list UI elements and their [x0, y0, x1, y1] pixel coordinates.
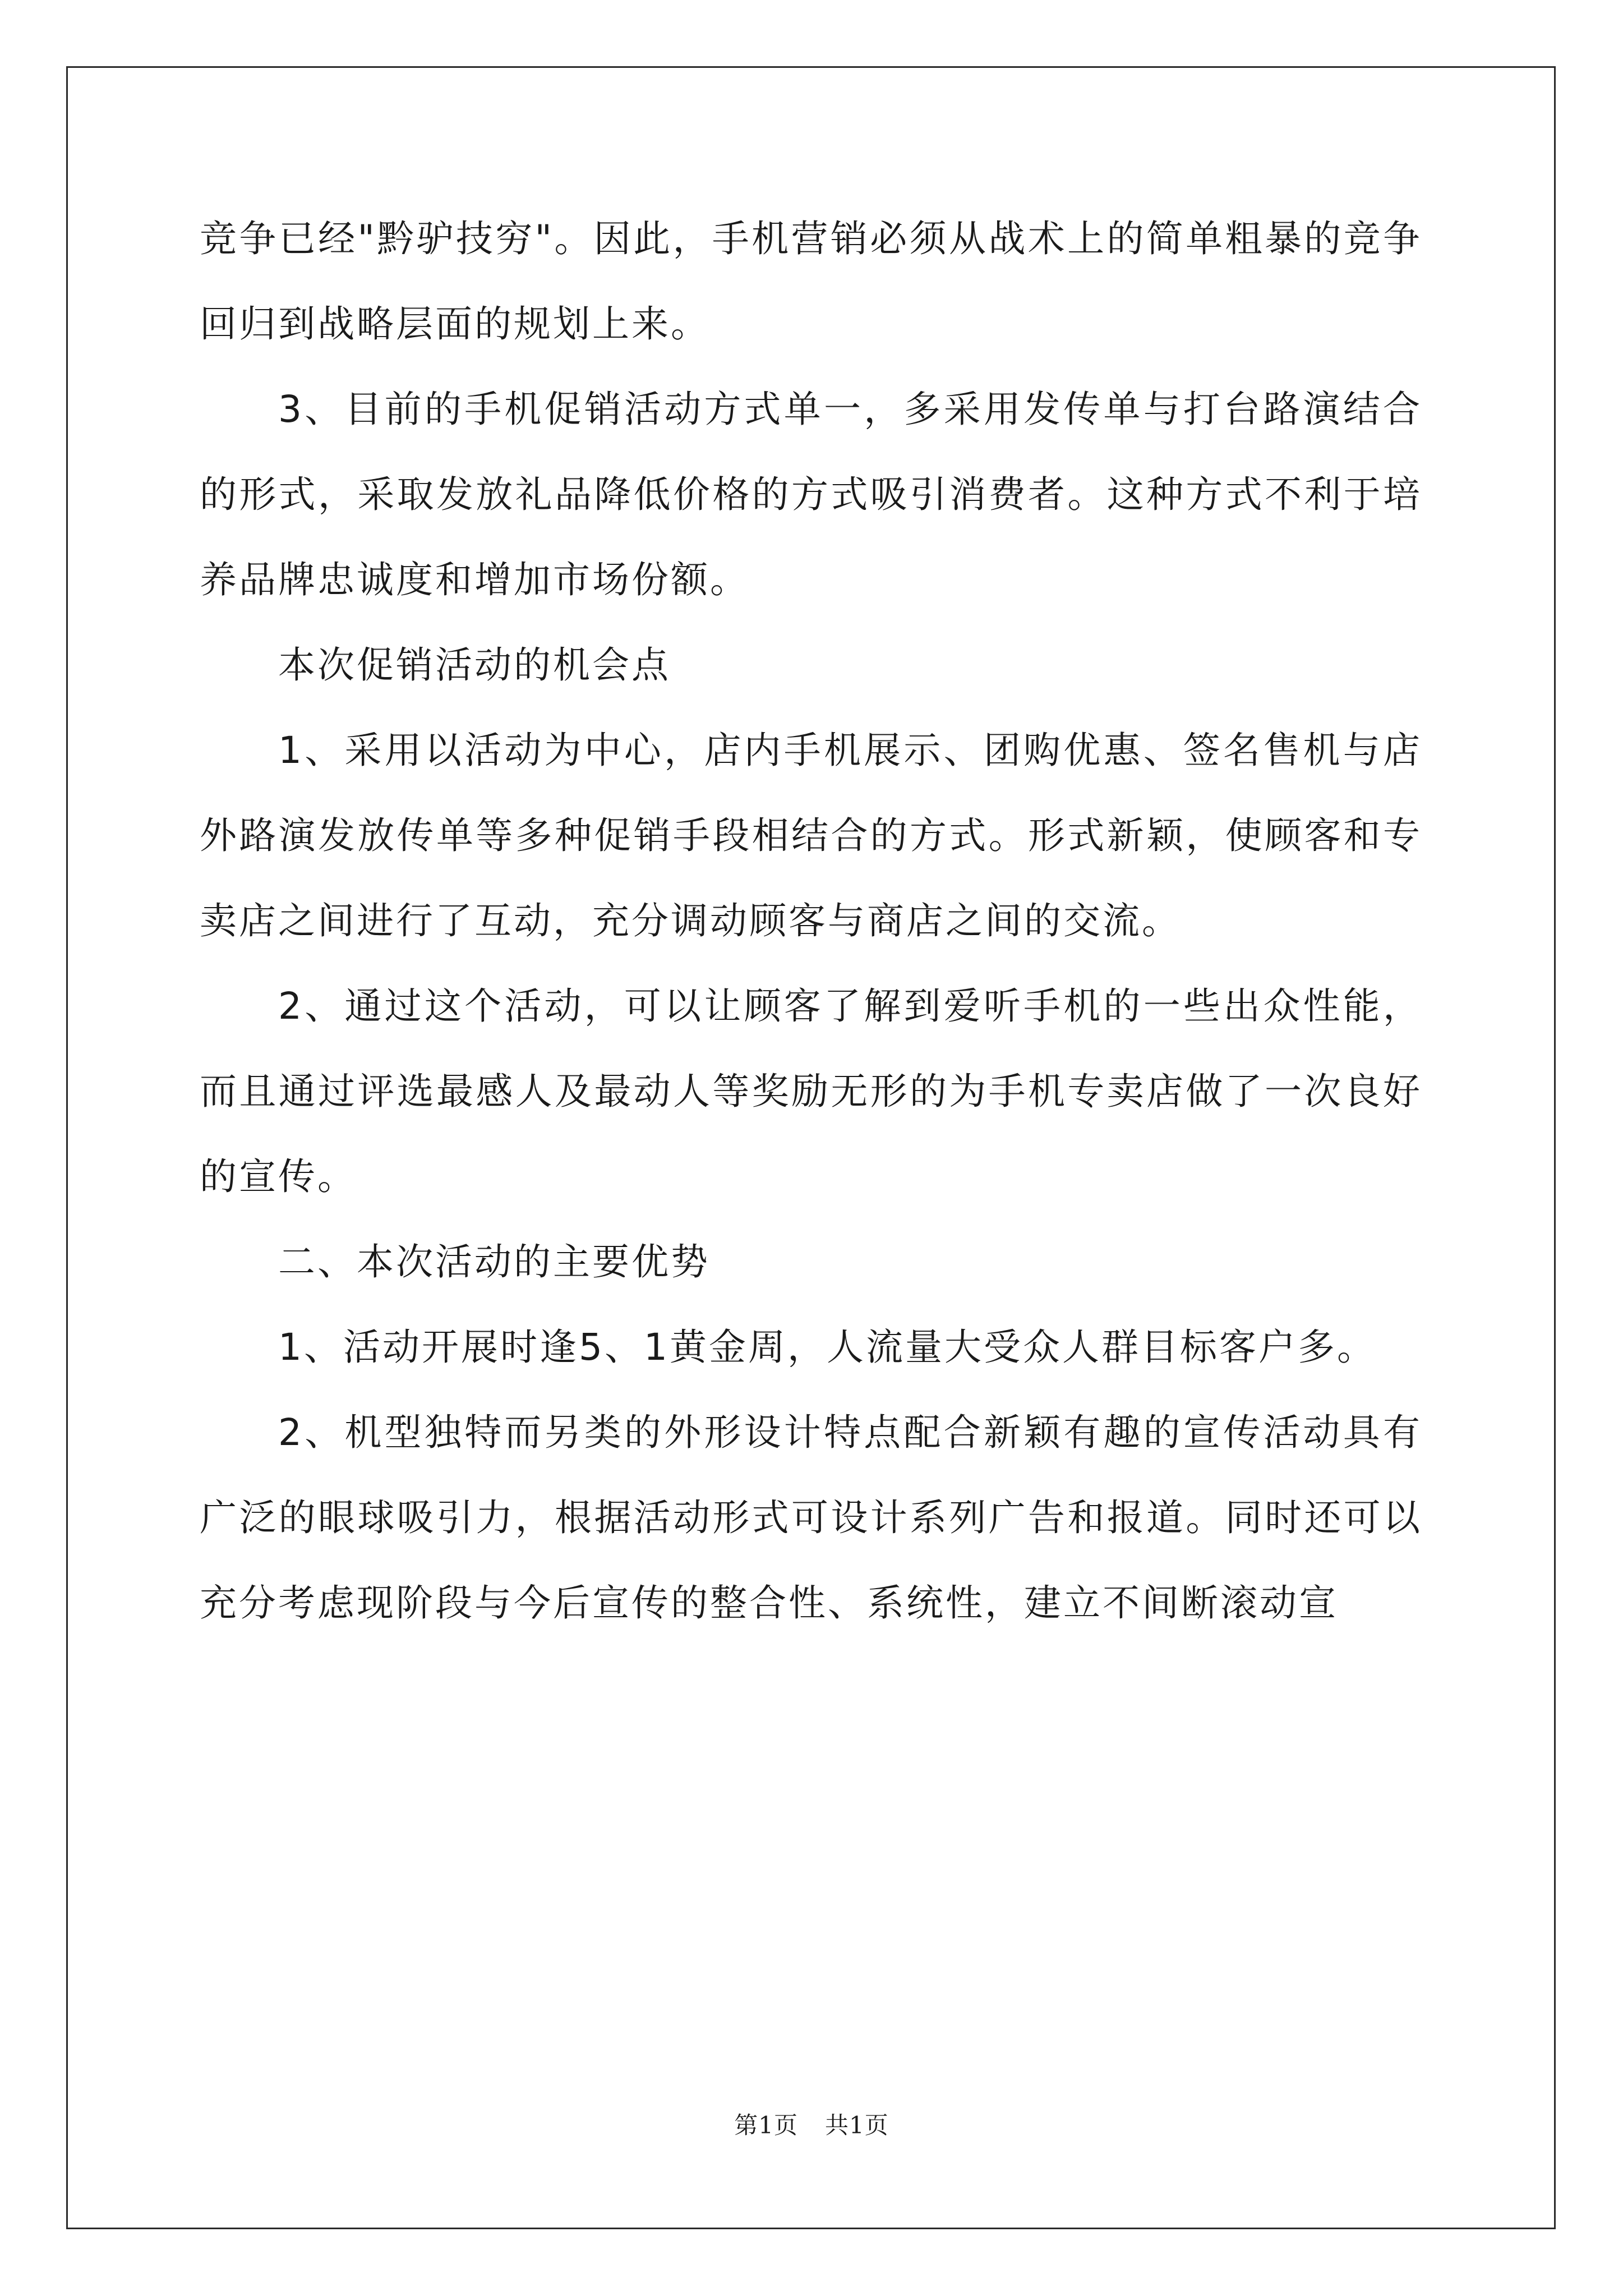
page-number-current: 第1页 — [734, 2111, 798, 2139]
paragraph-2: 3、目前的手机促销活动方式单一，多采用发传单与打台路演结合的形式，采取发放礼品降低价格的方式吸引消费者。这种方式不利于培养品牌忠诚度和增加市场份额。 — [200, 388, 1422, 601]
paragraph-3: 1、采用以活动为中心，店内手机展示、团购优惠、签名售机与店外路演发放传单等多种促销手段相结合的方式。形式新颖，使顾客和专卖店之间进行了互动，充分调动顾客与商店之间的交流。 — [200, 729, 1422, 942]
paragraph-4: 2、通过这个活动，可以让顾客了解到爱听手机的一些出众性能，而且通过评选最感人及最动人等奖励无形的为手机专卖店做了一次良好的宣传。 — [200, 984, 1422, 1198]
paragraph-1: 竞争已经"黔驴技穷"。因此，手机营销必须从战术上的简单粗暴的竞争回归到战略层面的规划上来。 — [200, 217, 1422, 346]
section-heading-opportunities: 本次促销活动的机会点 — [278, 643, 671, 687]
page-footer — [0, 2107, 1623, 2141]
paragraph-6: 2、机型独特而另类的外形设计特点配合新颖有趣的宣传活动具有广泛的眼球吸引力，根据活动形式可设计系列广告和报道。同时还可以充分考虑现阶段与今后宣传的整合性、系统性，建立不间断滚动宣 — [200, 1411, 1422, 1625]
document-body — [200, 196, 1422, 1646]
page-number-total: 共1页 — [825, 2111, 889, 2139]
paragraph-5: 1、活动开展时逢5、1黄金周，人流量大受众人群目标客户多。 — [278, 1326, 1376, 1369]
section-heading-advantages: 二、本次活动的主要优势 — [278, 1240, 710, 1283]
